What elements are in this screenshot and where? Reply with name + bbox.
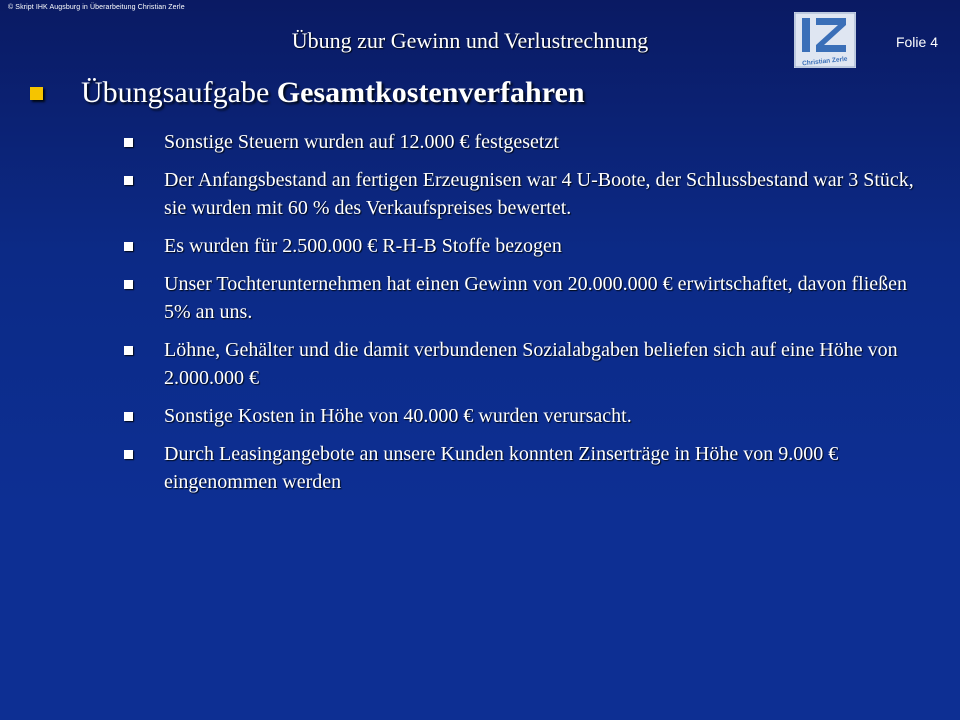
heading-bold: Gesamtkostenverfahren [276, 76, 585, 109]
list-item-text: Sonstige Kosten in Höhe von 40.000 € wurden verursacht. [164, 405, 632, 427]
list-item [122, 232, 922, 260]
slide-title: Übung zur Gewinn und Verlustrechnung [291, 28, 649, 53]
bullet-icon [124, 450, 133, 459]
list-item [122, 336, 922, 392]
list-item-text: Es wurden für 2.500.000 € R-H-B Stoffe bezogen [164, 235, 562, 257]
bullet-icon [124, 242, 133, 251]
list-item [122, 440, 922, 496]
logo-text: Christian Zerle [801, 55, 848, 68]
list-item [122, 270, 922, 326]
bullet-icon [124, 346, 133, 355]
list-item-text: Unser Tochterunternehmen hat einen Gewinn von 20.000.000 € erwirtschaftet, davon fließen 5% an uns. [164, 273, 908, 323]
bullet-icon [124, 280, 133, 289]
section-heading [30, 76, 585, 110]
list-item-text: Sonstige Steuern wurden auf 12.000 € festgesetzt [164, 131, 559, 153]
heading-prefix: Übungsaufgabe [81, 76, 270, 109]
list-item [122, 166, 922, 222]
copyright-notice: © Skript IHK Augsburg in Überarbeitung Christian Zerle [8, 4, 185, 11]
task-list [122, 128, 922, 506]
bullet-icon [124, 138, 133, 147]
bullet-icon [124, 412, 133, 421]
list-item [122, 128, 922, 156]
slide-number: Folie 4 [895, 34, 938, 50]
list-item-text: Löhne, Gehälter und die damit verbundenen Sozialabgaben beliefen sich auf eine Höhe von 2.000.000 € [164, 339, 898, 389]
bullet-icon [124, 176, 133, 185]
list-item-text: Durch Leasingangebote an unsere Kunden konnten Zinserträge in Höhe von 9.000 € eingenommen werden [164, 443, 839, 493]
list-item-text: Der Anfangsbestand an fertigen Erzeugnisen war 4 U-Boote, der Schlussbestand war 3 Stück, sie wurden mit 60 % des Verkaufspreises bewertet. [164, 169, 914, 219]
heading-bullet-icon [30, 87, 43, 100]
logo-icon [794, 12, 856, 68]
list-item [122, 402, 922, 430]
